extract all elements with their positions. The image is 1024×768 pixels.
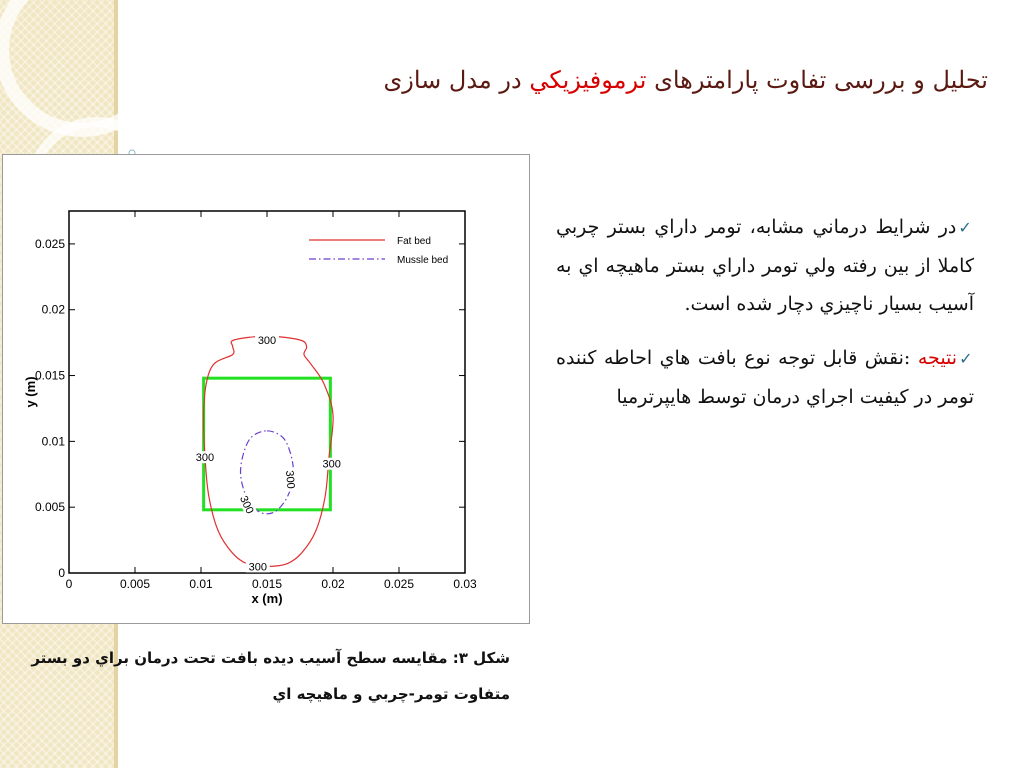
x-axis-label: x (m) (251, 591, 283, 606)
x-tick-label: 0.03 (453, 577, 477, 591)
chart-frame (2, 154, 530, 624)
contour-label: 300 (195, 452, 215, 465)
y-tick-label: 0.01 (41, 434, 65, 449)
y-tick-label: 0.025 (34, 236, 65, 251)
contour-label: 300 (236, 494, 256, 516)
title-part-2: در مدل سازی (383, 66, 522, 94)
tumor-region-outline (204, 378, 331, 510)
title-highlight: ترموفیزیکي (529, 66, 647, 94)
bullet-1 (556, 208, 974, 323)
slide-title (383, 66, 988, 94)
legend-label-2: Mussle bed (397, 255, 449, 266)
contour-label: 300 (257, 335, 277, 348)
x-tick-label: 0.025 (383, 577, 415, 591)
contour-label: 300 (322, 458, 341, 471)
series-line-1 (204, 336, 334, 566)
figure-caption: شکل ۳: مقايسه سطح آسيب ديده بافت تحت درمان براي دو بستر متفاوت تومر-چربي و ماهيچه اي (31, 649, 510, 703)
contour-label: 300 (282, 469, 297, 490)
title-part-1: تحلیل و بررسی تفاوت پارامترهای (654, 66, 988, 94)
y-axis-label: y (m) (23, 376, 38, 408)
x-tick-label: 0.02 (321, 577, 345, 591)
bullet-2-text: :نقش قابل توجه نوع بافت هاي احاطه کننده تومر در کيفيت اجراي درمان توسط هايپرترميا (556, 347, 974, 408)
bullet-1-text: در شرايط درماني مشابه، تومر داراي بستر چربي کاملا از بين رفته ولي تومر داراي بستر ماهيچه اي به آسيب بسيار ناچيزي دچار شده است. (556, 216, 974, 315)
bullet-2-lead: نتيجه (917, 347, 958, 369)
temperature-contour-chart (3, 155, 529, 623)
checkmark-icon: ✓ (958, 218, 975, 237)
x-tick-label: 0 (65, 577, 73, 591)
checkmark-icon: ✓ (959, 349, 974, 368)
x-tick-label: 0.015 (251, 577, 283, 591)
y-tick-label: 0.02 (41, 302, 65, 317)
y-tick-label: 0.015 (34, 368, 65, 383)
bullet-list (556, 208, 974, 432)
x-tick-label: 0.005 (119, 577, 151, 591)
y-tick-label: 0.005 (34, 500, 65, 515)
bullet-2 (556, 339, 974, 416)
x-tick-label: 0.01 (189, 577, 213, 591)
contour-label: 300 (248, 561, 267, 574)
legend-label-1: Fat bed (397, 236, 431, 247)
y-tick-label: 0 (58, 566, 65, 580)
